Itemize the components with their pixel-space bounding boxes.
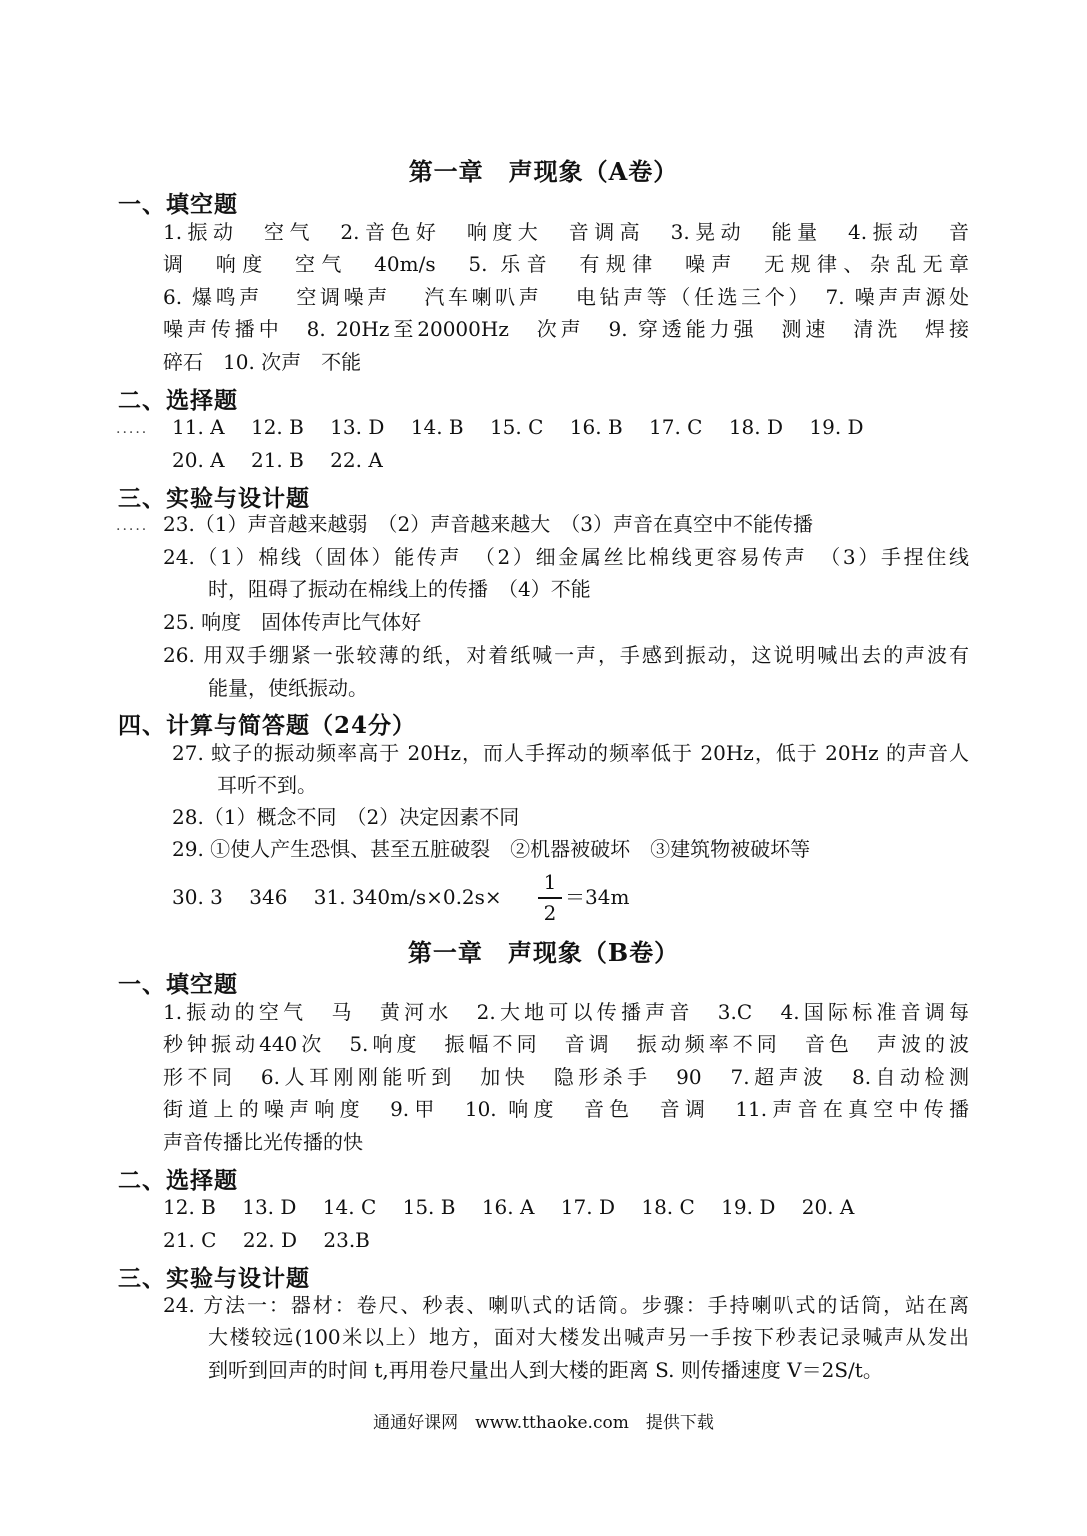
- chapter-title-a: 第一章 声现象（A卷）: [408, 157, 679, 186]
- section-choice-b: 二、选择题: [118, 1167, 238, 1194]
- choice-b-line-2: 21. C 22. D 23.B: [163, 1228, 370, 1252]
- fill-b-line-4: 街道上的噪声响度 9.甲 10. 响度 音色 音调 11.声音在真空中传播: [163, 1097, 969, 1121]
- section-experiment-b: 三、实验与设计题: [118, 1265, 310, 1292]
- fraction-numerator: 1: [543, 870, 557, 894]
- exp-a-line-5: 26. 用双手绷紧一张较薄的纸，对着纸喊一声，手感到振动，这说明喊出去的声波有: [163, 643, 969, 667]
- fill-a-line-5: 碎石 10. 次声 不能: [163, 350, 362, 374]
- footer-watermark: 通通好课网 www.tthaoke.com 提供下载: [373, 1413, 714, 1433]
- margin-dots-2: .....: [116, 518, 149, 534]
- section-experiment-a: 三、实验与设计题: [118, 485, 310, 512]
- exp-a-line-4: 25. 响度 固体传声比气体好: [163, 610, 422, 634]
- exp-a-line-2: 24.（1）棉线（固体）能传声 （2）细金属丝比棉线更容易传声 （3）手捏住线: [163, 545, 969, 569]
- calc-a-line-3: 28.（1）概念不同 （2）决定因素不同: [172, 805, 520, 829]
- choice-b-line-1: 12. B 13. D 14. C 15. B 16. A 17. D 18. C 19. D 20. A: [163, 1195, 855, 1219]
- margin-dots-1: .....: [116, 421, 149, 437]
- fraction-bar: [538, 897, 562, 899]
- choice-a-line-2: 20. A 21. B 22. A: [172, 448, 383, 472]
- section-calc-a: 四、计算与简答题（24分）: [118, 712, 417, 739]
- exp-b-line-2: 大楼较远(100米以上）地方，面对大楼发出喊声另一手按下秒表记录喊声从发出: [208, 1325, 969, 1349]
- calc-a-line-4: 29. ①使人产生恐惧、甚至五脏破裂 ②机器被破坏 ③建筑物被破坏等: [172, 837, 811, 861]
- fill-a-line-4: 噪声传播中 8. 20Hz至20000Hz 次声 9. 穿透能力强 测速 清洗 焊接: [163, 317, 969, 341]
- fill-a-line-2: 调 响度 空气 40m/s 5. 乐音 有规律 噪声 无规律、杂乱无章: [163, 252, 969, 276]
- section-fill-b: 一、填空题: [118, 971, 238, 998]
- fill-b-line-2: 秒钟振动440次 5.响度 振幅不同 音调 振动频率不同 音色 声波的波: [163, 1032, 969, 1056]
- exp-a-line-6: 能量，使纸振动。: [208, 676, 368, 700]
- calc-a-line-2: 耳听不到。: [217, 773, 317, 797]
- fraction-denominator: 2: [543, 901, 557, 925]
- section-choice-a: 二、选择题: [118, 387, 238, 414]
- chapter-title-b: 第一章 声现象（B卷）: [407, 938, 680, 967]
- q30-prefix: 30. 3 346 31. 340m/s×0.2s×: [172, 885, 502, 909]
- fill-b-line-3: 形不同 6.人耳刚刚能听到 加快 隐形杀手 90 7.超声波 8.自动检测: [163, 1065, 969, 1089]
- exp-b-line-1: 24. 方法一：器材：卷尺、秒表、喇叭式的话筒。步骤：手持喇叭式的话筒，站在离: [163, 1293, 969, 1317]
- exp-a-line-1: 23.（1）声音越来越弱 （2）声音越来越大 （3）声音在真空中不能传播: [163, 512, 813, 536]
- fill-b-line-5: 声音传播比光传播的快: [163, 1130, 363, 1154]
- fill-a-line-1: 1.振动 空气 2.音色好 响度大 音调高 3.晃动 能量 4.振动 音: [163, 220, 969, 244]
- calc-a-line-1: 27. 蚊子的振动频率高于 20Hz，而人手挥动的频率低于 20Hz，低于 20Hz 的声音人: [172, 741, 969, 765]
- fill-b-line-1: 1.振动的空气 马 黄河水 2.大地可以传播声音 3.C 4.国际标准音调每: [163, 1000, 969, 1024]
- fill-a-line-3: 6. 爆鸣声 空调噪声 汽车喇叭声 电钻声等（任选三个） 7. 噪声声源处: [163, 285, 969, 309]
- exp-b-line-3: 到听到回声的时间 t,再用卷尺量出人到大楼的距离 S. 则传播速度 V＝2S/t。: [208, 1358, 883, 1382]
- exp-a-line-3: 时，阻碍了振动在棉线上的传播 （4）不能: [208, 577, 591, 601]
- section-fill-a: 一、填空题: [118, 191, 238, 218]
- choice-a-line-1: 11. A 12. B 13. D 14. B 15. C 16. B 17. C 18. D 19. D: [172, 415, 864, 439]
- q30-suffix: ＝34m: [565, 885, 630, 909]
